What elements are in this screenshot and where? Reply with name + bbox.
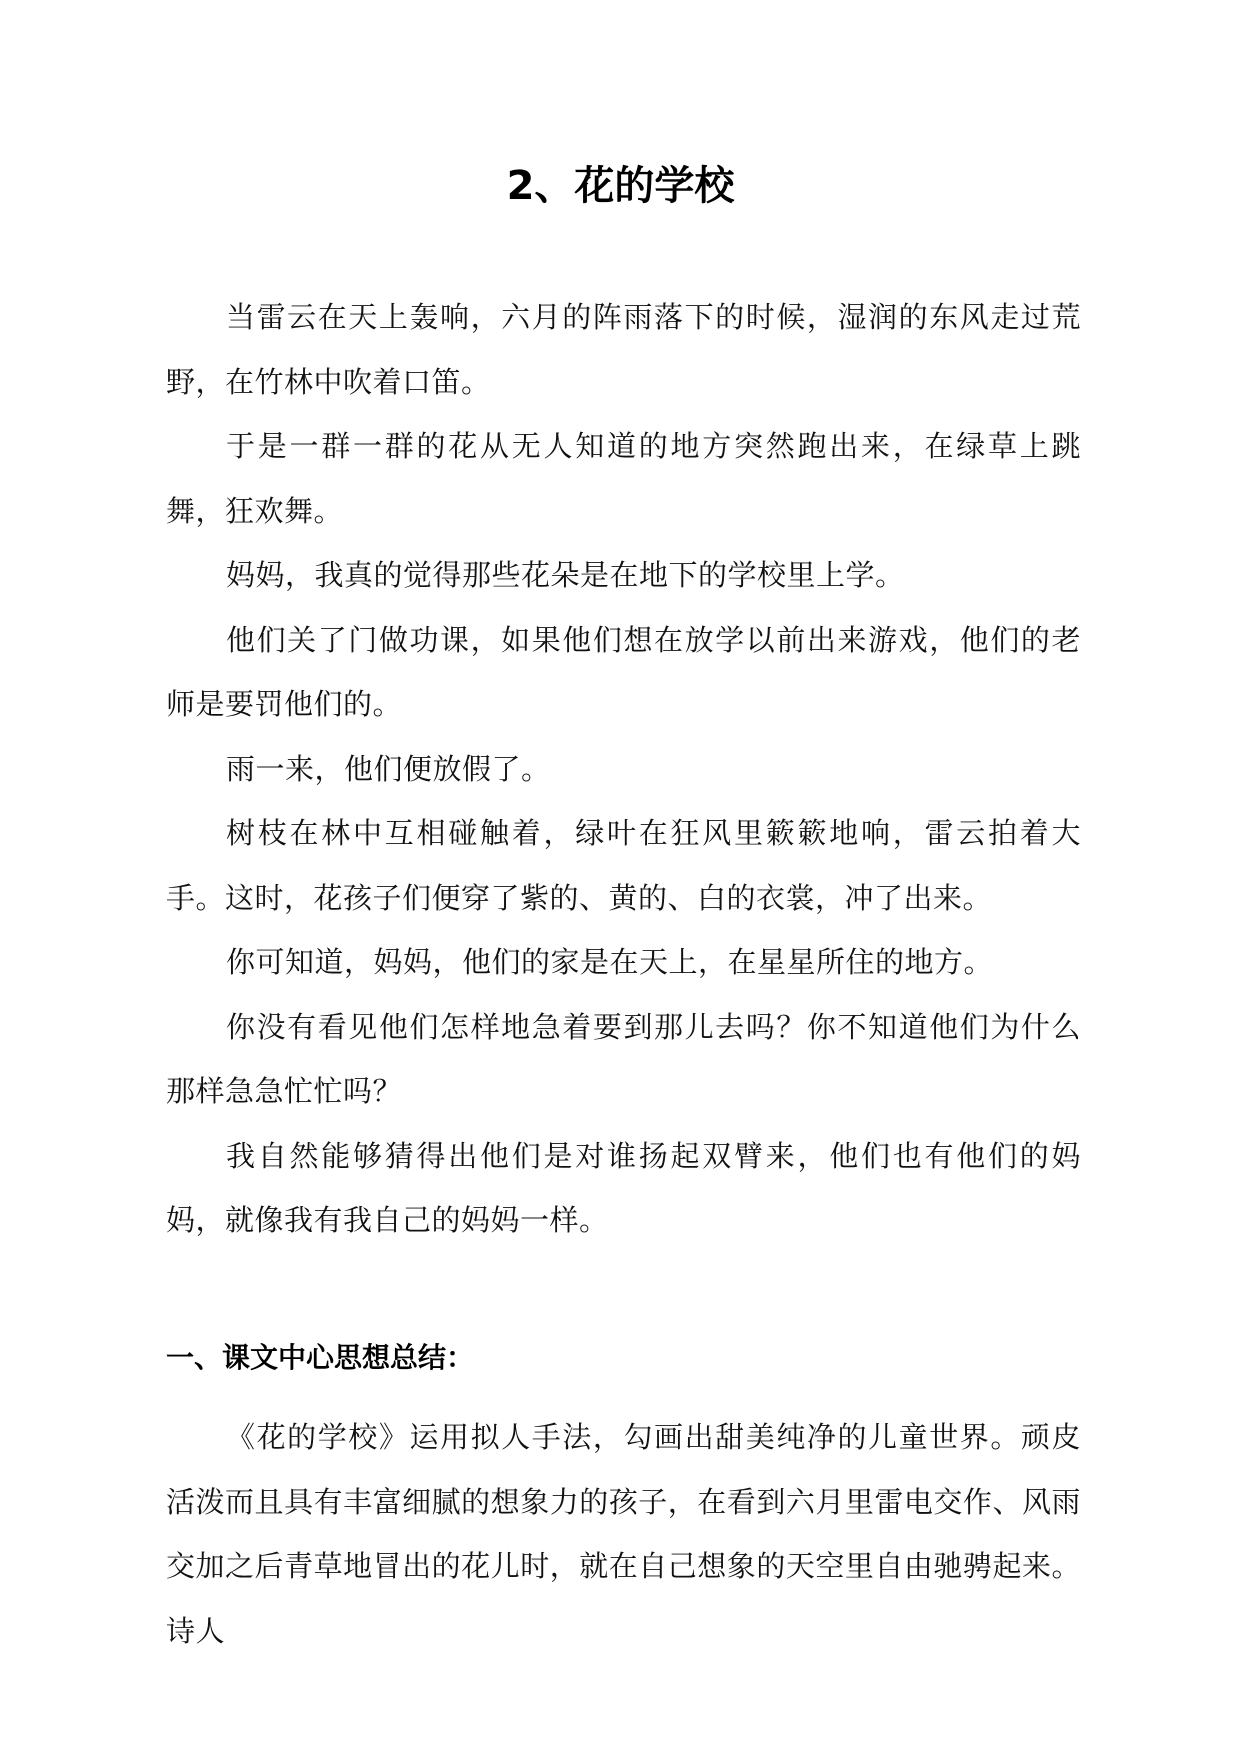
paragraph: 你可知道，妈妈，他们的家是在天上，在星星所住的地方。 (226, 945, 994, 979)
paragraph: 妈妈，我真的觉得那些花朵是在地下的学校里上学。 (226, 558, 905, 592)
paragraph: 你没有看见他们怎样地急着要到那儿去吗？你不知道他们为什么那样急急忙忙吗？ (166, 1009, 1081, 1108)
paragraph: 当雷云在天上轰响，六月的阵雨落下的时候，湿润的东风走过荒野，在竹林中吹着口笛。 (166, 300, 1081, 399)
summary-body (166, 1405, 1081, 1663)
paragraph: 于是一群一群的花从无人知道的地方突然跑出来，在绿草上跳舞，狂欢舞。 (166, 429, 1081, 528)
document-title: 2、花的学校 (506, 163, 735, 209)
paragraph: 树枝在林中互相碰触着，绿叶在狂风里簌簌地响，雷云拍着大手。这时，花孩子们便穿了紫的、黄的、白的衣裳，冲了出来。 (166, 816, 1081, 915)
paragraph: 我自然能够猜得出他们是对谁扬起双臂来，他们也有他们的妈妈，就像我有我自己的妈妈一样。 (166, 1138, 1081, 1237)
paragraph: 他们关了门做功课，如果他们想在放学以前出来游戏，他们的老师是要罚他们的。 (166, 622, 1081, 721)
poem-body (166, 285, 1081, 1253)
section-heading: 一、课文中心思想总结： (166, 1341, 475, 1374)
summary-paragraph: 《花的学校》运用拟人手法，勾画出甜美纯净的儿童世界。顽皮活泼而且具有丰富细腻的想象力的孩子，在看到六月里雷电交作、风雨交加之后青草地冒出的花儿时，就在自己想象的天空里自由驰骋起来。诗人 (166, 1420, 1081, 1648)
paragraph: 雨一来，他们便放假了。 (226, 751, 551, 786)
